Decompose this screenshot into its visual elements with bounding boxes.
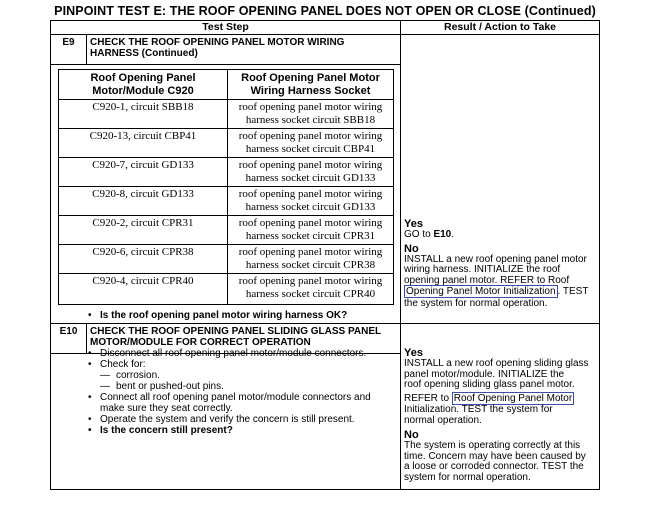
step-title-line: HARNESS (Continued) (90, 48, 198, 59)
text: GO to (404, 229, 434, 240)
question-text: Is the roof opening panel motor wiring harness OK? (100, 310, 348, 321)
result-e10 (404, 347, 598, 483)
cell-line: roof opening panel motor wiring (238, 130, 383, 142)
connector-pin: C920-1, circuit SBB18 (92, 101, 194, 113)
cell-line: roof opening panel motor wiring (238, 188, 383, 200)
pinpoint-test-table (50, 20, 600, 490)
result-line: the system for normal operation. (404, 297, 548, 309)
result-line: system for normal operation. (404, 471, 531, 483)
column-header-test-step: Test Step (202, 21, 249, 33)
sub-list-item: — bent or pushed-out pins. (88, 381, 408, 392)
cell-line: harness socket circuit GD133 (245, 171, 376, 184)
table-row (59, 273, 393, 302)
table-row (59, 99, 393, 128)
list-item-line: • Connect all roof opening panel motor/module connectors and (100, 392, 371, 403)
step-title-line: MOTOR/MODULE FOR CORRECT OPERATION (90, 337, 311, 348)
table-row (59, 128, 393, 157)
result-line: opening panel motor. REFER to Roof (404, 274, 570, 286)
cell-line: harness socket circuit CPR31 (245, 229, 376, 242)
no-label: No (404, 242, 419, 255)
inner-header-left (59, 70, 227, 99)
header-line: Wiring Harness Socket (250, 84, 371, 97)
cell-line: roof opening panel motor wiring (238, 159, 383, 171)
column-header-result: Result / Action to Take (443, 21, 556, 33)
result-line: panel motor/module. INITIALIZE the (404, 368, 565, 380)
harness-socket (228, 157, 393, 186)
result-line: The system is operating correctly at this (404, 440, 581, 451)
question-item: • Is the concern still present? (88, 425, 408, 436)
cell-line: harness socket circuit CPR40 (245, 287, 376, 300)
result-line: time. Concern may have been caused by (404, 450, 586, 462)
cell-line: roof opening panel motor wiring (238, 101, 383, 113)
list-item: • Operate the system and verify the concern is still present. (88, 414, 408, 425)
connector-pin: C920-7, circuit GD133 (92, 159, 194, 171)
connector-pin: C920-4, circuit CPR40 (92, 275, 194, 287)
header-line: Roof Opening Panel Motor (241, 72, 380, 84)
cell-line: roof opening panel motor wiring (238, 275, 383, 287)
yes-label: Yes (404, 347, 423, 359)
result-line (404, 287, 598, 298)
list-item: • Disconnect all roof opening panel motor/module connectors. (88, 348, 408, 359)
step-id-e9: E9 (62, 37, 75, 48)
step-title-divider (51, 64, 400, 65)
header-divider (51, 34, 599, 35)
cell-line: roof opening panel motor wiring (238, 217, 383, 229)
result-line: roof opening sliding glass panel motor. (404, 379, 575, 390)
table-row (59, 157, 393, 186)
result-e9 (404, 218, 598, 309)
text: REFER to (404, 392, 452, 404)
step-id-e10: E10 (59, 326, 78, 337)
initialization-link[interactable]: Opening Panel Motor Initialization (406, 286, 556, 297)
harness-socket (228, 99, 393, 128)
goto-step-link[interactable]: E10 (433, 229, 452, 240)
sub-list-item: — corrosion. (88, 370, 408, 381)
result-line: Initialization. TEST the system for (404, 404, 553, 415)
step-title-line: CHECK THE ROOF OPENING PANEL SLIDING GLASS PANEL (90, 326, 382, 337)
cell-line: roof opening panel motor wiring (238, 246, 383, 258)
harness-socket (228, 186, 393, 215)
yes-text (404, 230, 598, 241)
step-title-e10 (90, 326, 400, 348)
header-line: Motor/Module C920 (92, 84, 194, 97)
connector-pin: C920-8, circuit GD133 (92, 188, 194, 200)
harness-socket (228, 128, 393, 157)
step-id-divider (86, 323, 87, 353)
cell-line: harness socket circuit CPR38 (245, 258, 376, 271)
table-row (59, 215, 393, 244)
cell-line: harness socket circuit SBB18 (245, 113, 376, 126)
result-line: INSTALL a new roof opening sliding glass (404, 358, 589, 369)
table-row (59, 244, 393, 273)
pin-check-table (58, 69, 394, 305)
connector-pin: C920-2, circuit CPR31 (92, 217, 194, 229)
result-line: INSTALL a new roof opening panel motor (404, 253, 587, 265)
procedure-list (88, 348, 408, 436)
result-line (404, 394, 598, 405)
inner-header-right (228, 70, 393, 99)
page-title: PINPOINT TEST E: THE ROOF OPENING PANEL DOES NOT OPEN OR CLOSE (Continued) (54, 4, 596, 18)
no-label: No (404, 429, 419, 441)
result-line: wiring harness. INITIALIZE the roof (404, 264, 561, 275)
result-line: a loose or corroded connector. TEST the (404, 461, 584, 472)
harness-socket (228, 215, 393, 244)
step-title-e9 (90, 37, 400, 59)
header-line: Roof Opening Panel (90, 72, 196, 84)
step-title-line: CHECK THE ROOF OPENING PANEL MOTOR WIRING (90, 37, 345, 48)
list-item-line: make sure they seat correctly. (100, 403, 233, 414)
text: . TEST (557, 286, 589, 297)
cell-line: harness socket circuit CBP41 (245, 142, 376, 155)
question-bullet (88, 310, 636, 321)
yes-label: Yes (404, 218, 423, 230)
text: . (451, 229, 455, 240)
result-line: normal operation. (404, 414, 482, 426)
list-item (88, 392, 408, 414)
cell-line: harness socket circuit GD133 (245, 200, 376, 213)
connector-pin: C920-6, circuit CPR38 (92, 246, 194, 258)
row-divider (51, 323, 599, 324)
step-id-divider (86, 34, 87, 64)
list-item: • Check for: (88, 359, 408, 370)
harness-socket (228, 273, 393, 302)
table-row (59, 186, 393, 215)
connector-pin: C920-13, circuit CBP41 (89, 130, 197, 142)
harness-socket (228, 244, 393, 273)
initialization-link[interactable]: Roof Opening Panel Motor (453, 392, 573, 404)
